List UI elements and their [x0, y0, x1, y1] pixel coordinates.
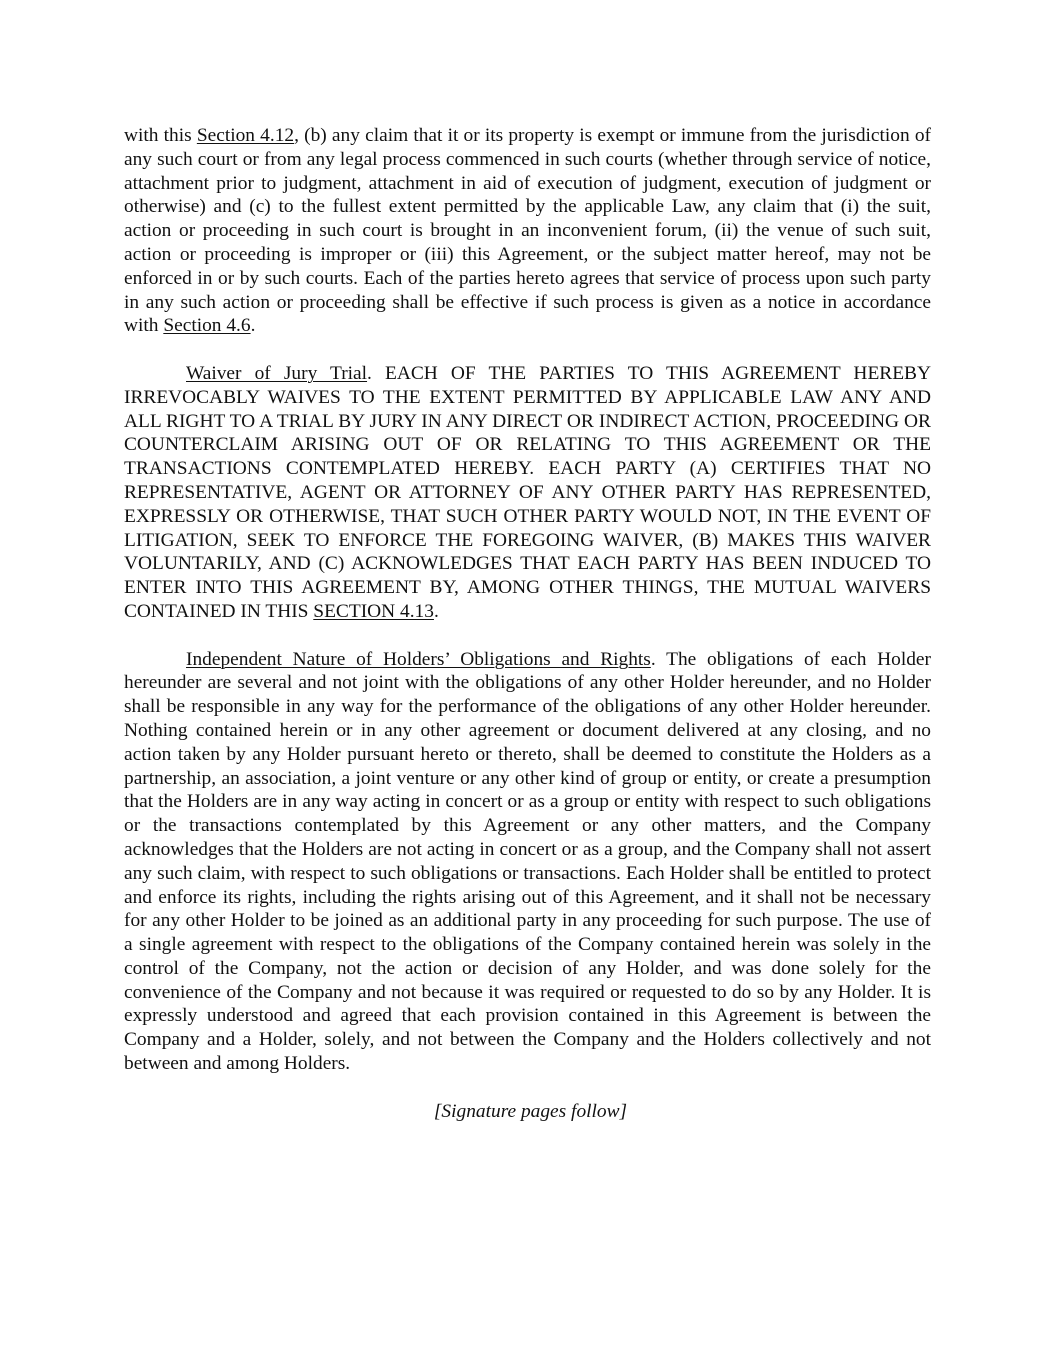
section-reference: Section 4.6 — [163, 315, 251, 337]
paragraph-text: . EACH OF THE PARTIES TO THIS AGREEMENT HEREBY IRREVOCABLY WAIVES TO THE EXTENT PERMITTED BY APPLICABLE LAW ANY AND ALL RIGHT TO A TRIAL BY JURY IN ANY DIRECT OR INDIRECT ACTION, PROCEEDING OR COUNTERCLAIM ARISING OUT OF OR RELATING TO THIS AGREEMENT OR THE TRANSACTIONS CONTEMPLATED HEREBY. EACH PARTY (A) CERTIFIES THAT NO REPRESENTATIVE, AGENT OR ATTORNEY OF ANY OTHER PARTY HAS REPRESENTED, EXPRESSLY OR OTHERWISE, THAT SUCH OTHER PARTY WOULD NOT, IN THE EVENT OF LITIGATION, SEEK TO ENFORCE THE FOREGOING WAIVER, (B) MAKES THIS WAIVER VOLUNTARILY, AND (C) ACKNOWLEDGES THAT EACH PARTY HAS BEEN INDUCED TO ENTER INTO THIS AGREEMENT BY, AMONG OTHER THINGS, THE MUTUAL WAIVERS CONTAINED IN THIS — [124, 362, 931, 622]
paragraph-text: with this — [124, 125, 197, 146]
signature-pages-note: [Signature pages follow] — [433, 1100, 628, 1122]
paragraph-jurisdiction-continued — [124, 124, 931, 338]
section-heading: Independent Nature of Holders’ Obligations and Rights — [186, 648, 651, 670]
paragraph-text: , (b) any claim that it or its property is exempt or immune from the jurisdiction of any such court or from any legal process commenced in such courts (whether through service of notice, attachment prior to judgment, attachment in aid of execution of judgment, execution of judgment or otherwise) and (c) to the fullest extent permitted by the applicable Law, any claim that (i) the suit, action or proceeding in such court is brought in an inconvenient forum, (ii) the venue of such suit, action or proceeding is improper or (iii) this Agreement, or the subject matter hereof, may not be enforced in or by such courts. Each of the parties hereto agrees that service of process upon such party in any such action or proceeding shall be effective if such process is given as a notice in accordance with — [124, 125, 931, 337]
section-heading: Waiver of Jury Trial — [186, 362, 368, 384]
section-reference: SECTION 4.13 — [313, 600, 434, 622]
paragraph-spacer — [124, 338, 931, 362]
paragraph-waiver-of-jury-trial — [124, 362, 931, 624]
paragraph-independent-nature — [124, 648, 931, 1076]
section-reference: Section 4.12 — [196, 125, 295, 146]
paragraph-text: . — [250, 315, 256, 337]
paragraph-text: . The obligations of each Holder hereunder are several and not joint with the obligations of any other Holder hereunder, and no Holder shall be responsible in any way for the performance of the obligations of any other Holder hereunder. Nothing contained herein or in any other agreement or document delivered at any closing, and no action taken by any Holder pursuant hereto or thereto, shall be deemed to constitute the Holders as a partnership, an association, a joint venture or any other kind of group or entity, or create a presumption that the Holders are in any way acting in concert or as a group or entity with respect to such obligations or the transactions contemplated by this Agreement or any other matters, and the Company acknowledges that the Holders are not acting in concert or as a group, and the Company shall not assert any such claim, with respect to such obligations or transactions. Each Holder shall be entitled to protect and enforce its rights, including the rights arising out of this Agreement, and it shall not be necessary for any other Holder to be joined as an additional party in any proceeding for such purpose. The use of a single agreement with respect to the obligations of the Company contained herein was solely in the control of the Company, not the action or decision of any Holder, and was done solely for the convenience of the Company and not because it was required or requested to do so by any Holder. It is expressly understood and agreed that each provision contained in this Agreement is between the Company and a Holder, solely, and not between the Company and the Holders collectively and not between and among Holders. — [124, 648, 931, 1075]
document-page — [124, 124, 931, 1123]
paragraph-spacer — [124, 624, 931, 648]
paragraph-text: . — [433, 600, 439, 622]
paragraph-spacer — [124, 1076, 931, 1100]
